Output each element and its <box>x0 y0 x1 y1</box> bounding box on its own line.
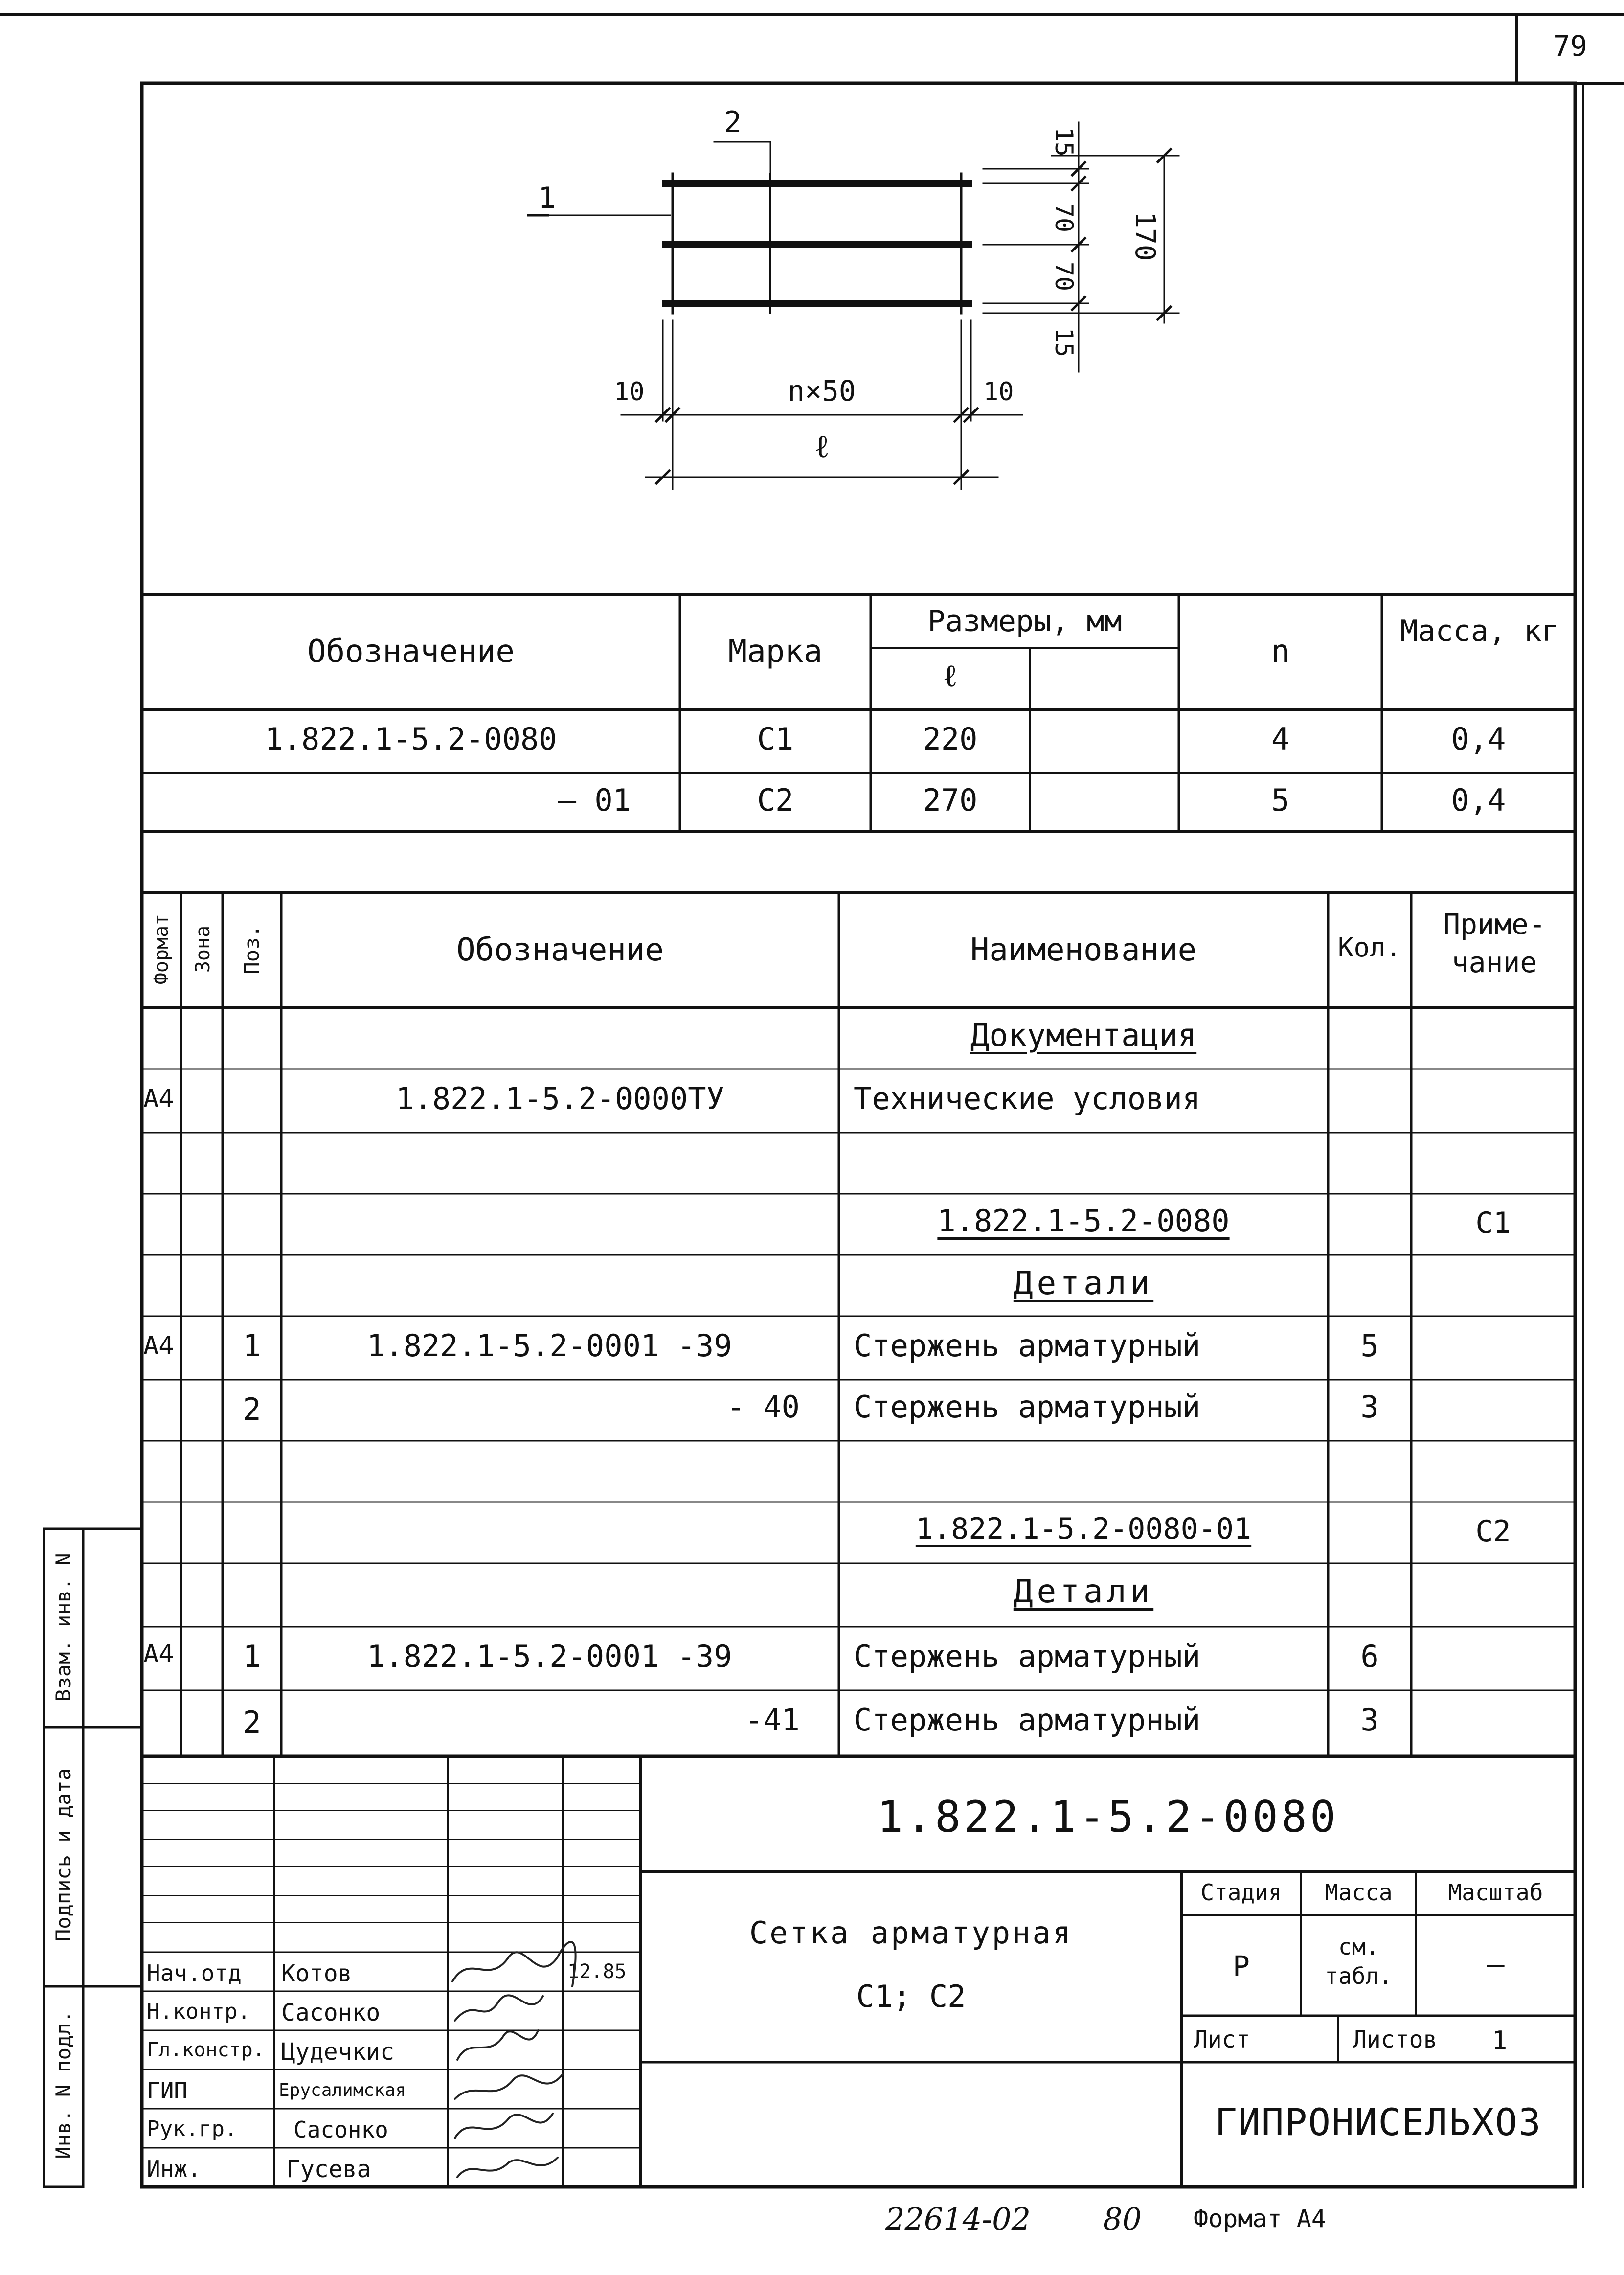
dim-10-left: 10 <box>614 377 645 407</box>
signatory-role: ГИП <box>147 2077 188 2104</box>
table1-row2-mass: 0,4 <box>1451 782 1506 818</box>
spec-header-note: Приме-чание <box>1443 908 1546 979</box>
signatory-name: Сасонко <box>293 2116 388 2143</box>
spec-row-0-name: Документация <box>970 1018 1197 1054</box>
spec-row-9-name: Детали <box>1013 1572 1154 1610</box>
side-stamp-vzam: Взам. инв. N <box>51 1553 75 1702</box>
spec-header-qty: Кол. <box>1337 932 1402 963</box>
spec-row-5-designation: 1.822.1-5.2-0001 -39 <box>367 1328 732 1364</box>
spec-row-11-pos: 2 <box>243 1705 261 1740</box>
spec-row-11-name: Стержень арматурный <box>854 1702 1201 1738</box>
spec-row-6-pos: 2 <box>243 1391 261 1427</box>
spec-row-6-designation: - 40 <box>726 1389 800 1425</box>
signatory-name: Ерусалимская <box>279 2080 406 2100</box>
spec-row-5-qty: 5 <box>1360 1328 1379 1364</box>
spec-row-6-name: Стержень арматурный <box>854 1389 1201 1425</box>
table1-row1-designation: 1.822.1-5.2-0080 <box>265 721 557 757</box>
footer-handwritten-number: 22614-02 <box>885 2201 1031 2237</box>
spec-row-1-format: А4 <box>143 1084 174 1114</box>
spec-header-designation: Обозначение <box>456 932 664 968</box>
signatory-role: Рук.гр. <box>147 2116 238 2141</box>
sheet-label: Лист <box>1194 2026 1250 2053</box>
spec-header-pos: Поз. <box>240 925 264 975</box>
position-1-label: 1 <box>538 181 556 215</box>
scale-value: — <box>1487 1947 1505 1981</box>
spec-header-zone: Зона <box>192 925 214 973</box>
table1-header-mass: Масса, кг <box>1400 614 1559 648</box>
spec-row-10-name: Стержень арматурный <box>854 1638 1201 1674</box>
table1-header-designation: Обозначение <box>307 634 515 670</box>
sheets-value: 1 <box>1492 2026 1508 2055</box>
signatory-name: Котов <box>281 1960 352 1987</box>
signatory-role: Н.контр. <box>147 1999 250 2024</box>
sheets-label: Листов <box>1353 2026 1438 2053</box>
approval-date: 12.85 <box>567 1960 627 1983</box>
table1-row2-mark: С2 <box>757 782 794 818</box>
document-code: 1.822.1-5.2-0080 <box>877 1792 1339 1842</box>
table1-row2-n: 5 <box>1271 782 1290 818</box>
footer-format: Формат А4 <box>1194 2205 1326 2233</box>
title-line-1: Сетка арматурная <box>749 1915 1073 1951</box>
dim-70-b: 70 <box>1050 261 1078 292</box>
dim-70-a: 70 <box>1050 203 1078 233</box>
footer-handwritten-number-2: 80 <box>1103 2201 1142 2237</box>
spec-row-10-format: А4 <box>143 1639 174 1669</box>
page-number: 79 <box>1553 29 1587 63</box>
spec-row-11-designation: -41 <box>745 1702 800 1738</box>
scale-label: Масштаб <box>1448 1879 1543 1906</box>
dim-15-bottom: 15 <box>1050 327 1078 358</box>
dim-10-right: 10 <box>983 377 1014 407</box>
spec-row-4-name: Детали <box>1013 1264 1154 1302</box>
table1-row1-mark: С1 <box>757 721 794 757</box>
table1-header-mark: Марка <box>728 634 823 670</box>
spec-row-3-name: 1.822.1-5.2-0080 <box>937 1203 1230 1239</box>
signatory-role: Инж. <box>147 2156 201 2182</box>
table1-header-l: ℓ <box>943 658 958 694</box>
stage-label: Стадия <box>1200 1879 1282 1906</box>
side-stamp-inv-podl: Инв. N подл. <box>51 2010 75 2159</box>
position-2-label: 2 <box>724 105 742 139</box>
signatory-name: Гусева <box>286 2156 371 2183</box>
signatory-name: Сасонко <box>281 1999 381 2026</box>
title-line-2: С1; С2 <box>856 1979 966 2014</box>
table1-header-n: n <box>1271 634 1290 670</box>
signatory-name: Цудечкис <box>281 2038 395 2066</box>
spec-header-format: Формат <box>150 913 173 985</box>
table1-row1-mass: 0,4 <box>1451 721 1506 757</box>
spec-row-1-designation: 1.822.1-5.2-0000ТУ <box>396 1081 724 1116</box>
spec-row-5-format: А4 <box>143 1331 174 1361</box>
table1-row2-designation: — 01 <box>558 782 631 818</box>
signatory-role: Нач.отд <box>147 1960 242 1986</box>
spec-row-8-note: С2 <box>1475 1514 1511 1548</box>
table1-row1-n: 4 <box>1271 721 1290 757</box>
spec-row-1-name: Технические условия <box>854 1081 1201 1116</box>
spec-row-5-pos: 1 <box>243 1328 261 1364</box>
spec-row-3-note: С1 <box>1475 1206 1511 1240</box>
spec-row-5-name: Стержень арматурный <box>854 1328 1201 1364</box>
spec-row-6-qty: 3 <box>1360 1389 1379 1425</box>
organization: ГИПРОНИСЕЛЬХОЗ <box>1215 2100 1542 2144</box>
mass-value: см. табл. <box>1325 1934 1393 1989</box>
spec-row-10-qty: 6 <box>1360 1638 1379 1674</box>
dim-l: ℓ <box>814 428 830 465</box>
spec-row-11-qty: 3 <box>1360 1702 1379 1738</box>
table1-row2-l: 270 <box>923 782 978 818</box>
spec-header-name: Наименование <box>970 932 1197 968</box>
table1-row1-l: 220 <box>923 721 978 757</box>
dim-15-top: 15 <box>1050 127 1078 157</box>
spec-row-8-name: 1.822.1-5.2-0080-01 <box>915 1512 1252 1546</box>
spec-row-10-pos: 1 <box>243 1638 261 1674</box>
dim-nx50: n×50 <box>788 374 856 408</box>
spec-row-10-designation: 1.822.1-5.2-0001 -39 <box>367 1638 732 1674</box>
dim-170: 170 <box>1129 211 1161 261</box>
side-stamp-podpis: Подпись и дата <box>51 1768 75 1942</box>
table1-header-sizes: Размеры, мм <box>927 604 1122 638</box>
stage-value: Р <box>1233 1950 1250 1983</box>
signatory-role: Гл.констр. <box>147 2039 265 2061</box>
mass-label: Масса <box>1325 1879 1393 1906</box>
